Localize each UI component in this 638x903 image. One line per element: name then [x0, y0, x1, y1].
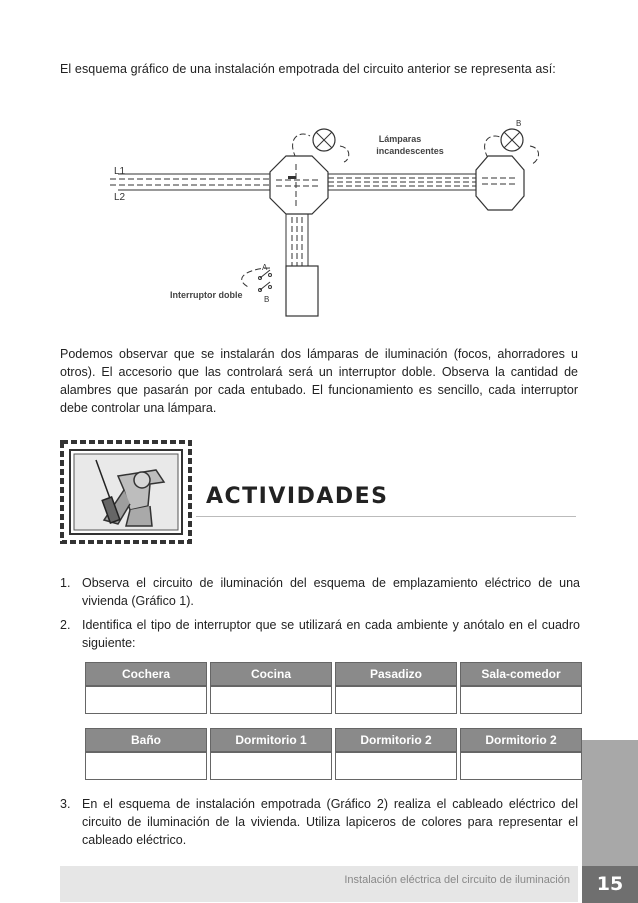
- label-l1: L1: [114, 166, 126, 177]
- activity-item-2: [60, 616, 580, 652]
- intro-text: El esquema gráfico de una instalación empotrada del circuito anterior se representa así:: [60, 62, 556, 76]
- table-header-pasadizo: Pasadizo: [335, 662, 457, 686]
- answer-cell-sala-comedor[interactable]: [460, 686, 582, 714]
- switch-box: [286, 266, 318, 316]
- table-header-sala-comedor: Sala-comedor: [460, 662, 582, 686]
- lamps-label-line1: Lámparas: [378, 134, 422, 144]
- center-junction-box: [270, 156, 328, 214]
- activity-text: Observa el circuito de iluminación del esquema de emplazamiento eléctrico de una vivienda (Gráfico 1).: [82, 576, 580, 608]
- lamp-2-icon: [501, 129, 523, 151]
- answer-cell-cochera[interactable]: [85, 686, 207, 714]
- wiring-diagram: [100, 118, 540, 318]
- table-header-dormitorio-1: Dormitorio 1: [210, 728, 332, 752]
- answer-cell-pasadizo[interactable]: [335, 686, 457, 714]
- activities-list: [60, 574, 580, 652]
- answer-cell-dormitorio-2b[interactable]: [460, 752, 582, 780]
- answer-cell-cocina[interactable]: [210, 686, 332, 714]
- side-tab: [582, 740, 638, 866]
- answer-cell-dormitorio-2[interactable]: [335, 752, 457, 780]
- footer-text: Instalación eléctrica del circuito de iluminación: [344, 874, 570, 886]
- activity-text: En el esquema de instalación empotrada (Gráfico 2) realiza el cableado eléctrico del circuito de iluminación de la vivienda. Utiliza lapiceros de colores para representar el cableado eléctrico.: [82, 797, 578, 847]
- switch-table-1: [82, 662, 585, 714]
- label-a: A: [262, 263, 268, 272]
- activity-text: Identifica el tipo de interruptor que se utilizará en cada ambiente y anótalo en el cuadro siguiente:: [82, 618, 580, 650]
- activity-number: 2.: [60, 618, 71, 632]
- activities-badge-icon: [60, 440, 192, 544]
- lamps-label-line2: incandescentes: [376, 146, 444, 156]
- label-l2: L2: [114, 192, 126, 203]
- lamp-1-icon: [313, 129, 335, 151]
- activities-divider: [196, 516, 576, 517]
- label-b-switch: B: [264, 295, 270, 304]
- answer-cell-bano[interactable]: [85, 752, 207, 780]
- table-header-cochera: Cochera: [85, 662, 207, 686]
- answer-cell-dormitorio-1[interactable]: [210, 752, 332, 780]
- right-junction-box: [476, 156, 524, 210]
- label-b-lamp: B: [516, 119, 522, 128]
- table-header-dormitorio-2b: Dormitorio 2: [460, 728, 582, 752]
- activity-item-1: [60, 574, 580, 610]
- switch-table-2: [82, 728, 585, 780]
- explanation-paragraph: Podemos observar que se instalarán dos lámparas de iluminación (focos, ahorradores u otros). El accesorio que las controlará será un interruptor doble. Observa la cantidad de alambres que pasarán por cada entubado. El funcionamiento es sencillo, cada interruptor debe controlar una lámpara.: [60, 347, 578, 415]
- table-header-bano: Baño: [85, 728, 207, 752]
- activity-number: 1.: [60, 576, 71, 590]
- table-header-cocina: Cocina: [210, 662, 332, 686]
- activity-number: 3.: [60, 797, 71, 811]
- activity-item-3: [60, 795, 578, 849]
- switch-label: Interruptor doble: [170, 290, 243, 300]
- activities-title: ACTIVIDADES: [206, 484, 389, 509]
- page-number: 15: [582, 866, 638, 903]
- table-header-dormitorio-2: Dormitorio 2: [335, 728, 457, 752]
